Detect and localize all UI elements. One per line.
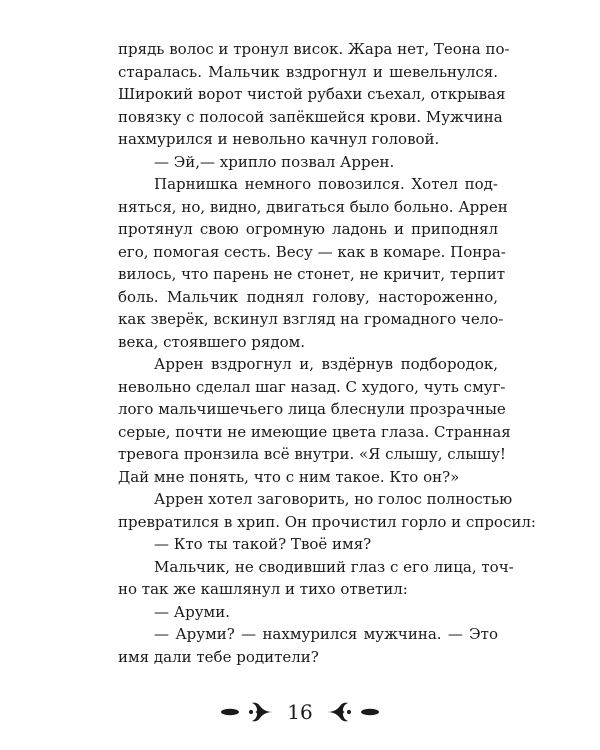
text-line: его, помогая сесть. Весу — как в комаре. Понра- bbox=[118, 242, 506, 261]
text-line: невольно сделал шаг назад. С худого, чуть смуг- bbox=[118, 377, 506, 396]
text-line: серые, почти не имеющие цвета глаза. Странная bbox=[118, 422, 511, 441]
text-line: Дай мне понять, что с ним такое. Кто он?» bbox=[118, 467, 460, 486]
text-line: Аррен хотел заговорить, но голос полностью bbox=[154, 490, 513, 508]
text-line: протянул свою огромную ладонь и приподнял bbox=[118, 220, 498, 238]
text-line: Широкий ворот чистой рубахи съехал, открывая bbox=[118, 85, 506, 103]
page-footer bbox=[0, 692, 600, 732]
text-line: нахмурился и невольно качнул головой. bbox=[118, 130, 440, 148]
text-line: Мальчик, не сводивший глаз с его лица, точ- bbox=[154, 557, 514, 576]
text-line: повязку с полосой запёкшейся крови. Мужчина bbox=[118, 107, 503, 126]
text-line: но так же кашлянул и тихо ответил: bbox=[118, 580, 408, 598]
text-line: превратился в хрип. Он прочистил горло и спросил: bbox=[118, 512, 536, 531]
right-dot-ornament-icon bbox=[359, 705, 381, 719]
right-leaf-ornament-icon bbox=[325, 698, 353, 726]
text-line: няться, но, видно, двигаться было больно. Аррен bbox=[118, 197, 508, 216]
left-leaf-ornament-icon bbox=[247, 698, 275, 726]
text-line: как зверёк, вскинул взгляд на громадного чело- bbox=[118, 310, 504, 328]
text-line: Парнишка немного повозился. Хотел под- bbox=[154, 175, 498, 193]
page-number-ornament bbox=[219, 698, 380, 726]
page-number: 16 bbox=[287, 700, 313, 724]
text-line: лого мальчишечьего лица блеснули прозрачные bbox=[118, 400, 506, 418]
text-line: старалась. Мальчик вздрогнул и шевельнулся. bbox=[118, 62, 498, 81]
text-line: — Эй,— хрипло позвал Аррен. bbox=[154, 152, 395, 171]
text-line: боль. Мальчик поднял голову, настороженно, bbox=[118, 287, 498, 306]
text-line: — Аруми. bbox=[154, 602, 230, 621]
text-line: века, стоявшего рядом. bbox=[118, 332, 306, 351]
body-text bbox=[118, 38, 536, 668]
left-dot-ornament-icon bbox=[219, 705, 241, 719]
text-line: — Аруми? — нахмурился мужчина. — Это bbox=[154, 625, 498, 643]
text-line: Аррен вздрогнул и, вздёрнув подбородок, bbox=[154, 355, 498, 373]
text-line: прядь волос и тронул висок. Жара нет, Теона по- bbox=[118, 40, 510, 58]
text-line: — Кто ты такой? Твоё имя? bbox=[154, 535, 372, 553]
text-line: тревога пронзила всё внутри. «Я слышу, слышу! bbox=[118, 445, 506, 463]
text-line: имя дали тебе родители? bbox=[118, 647, 319, 666]
text-line: вилось, что парень не стонет, не кричит, терпит bbox=[118, 265, 505, 283]
